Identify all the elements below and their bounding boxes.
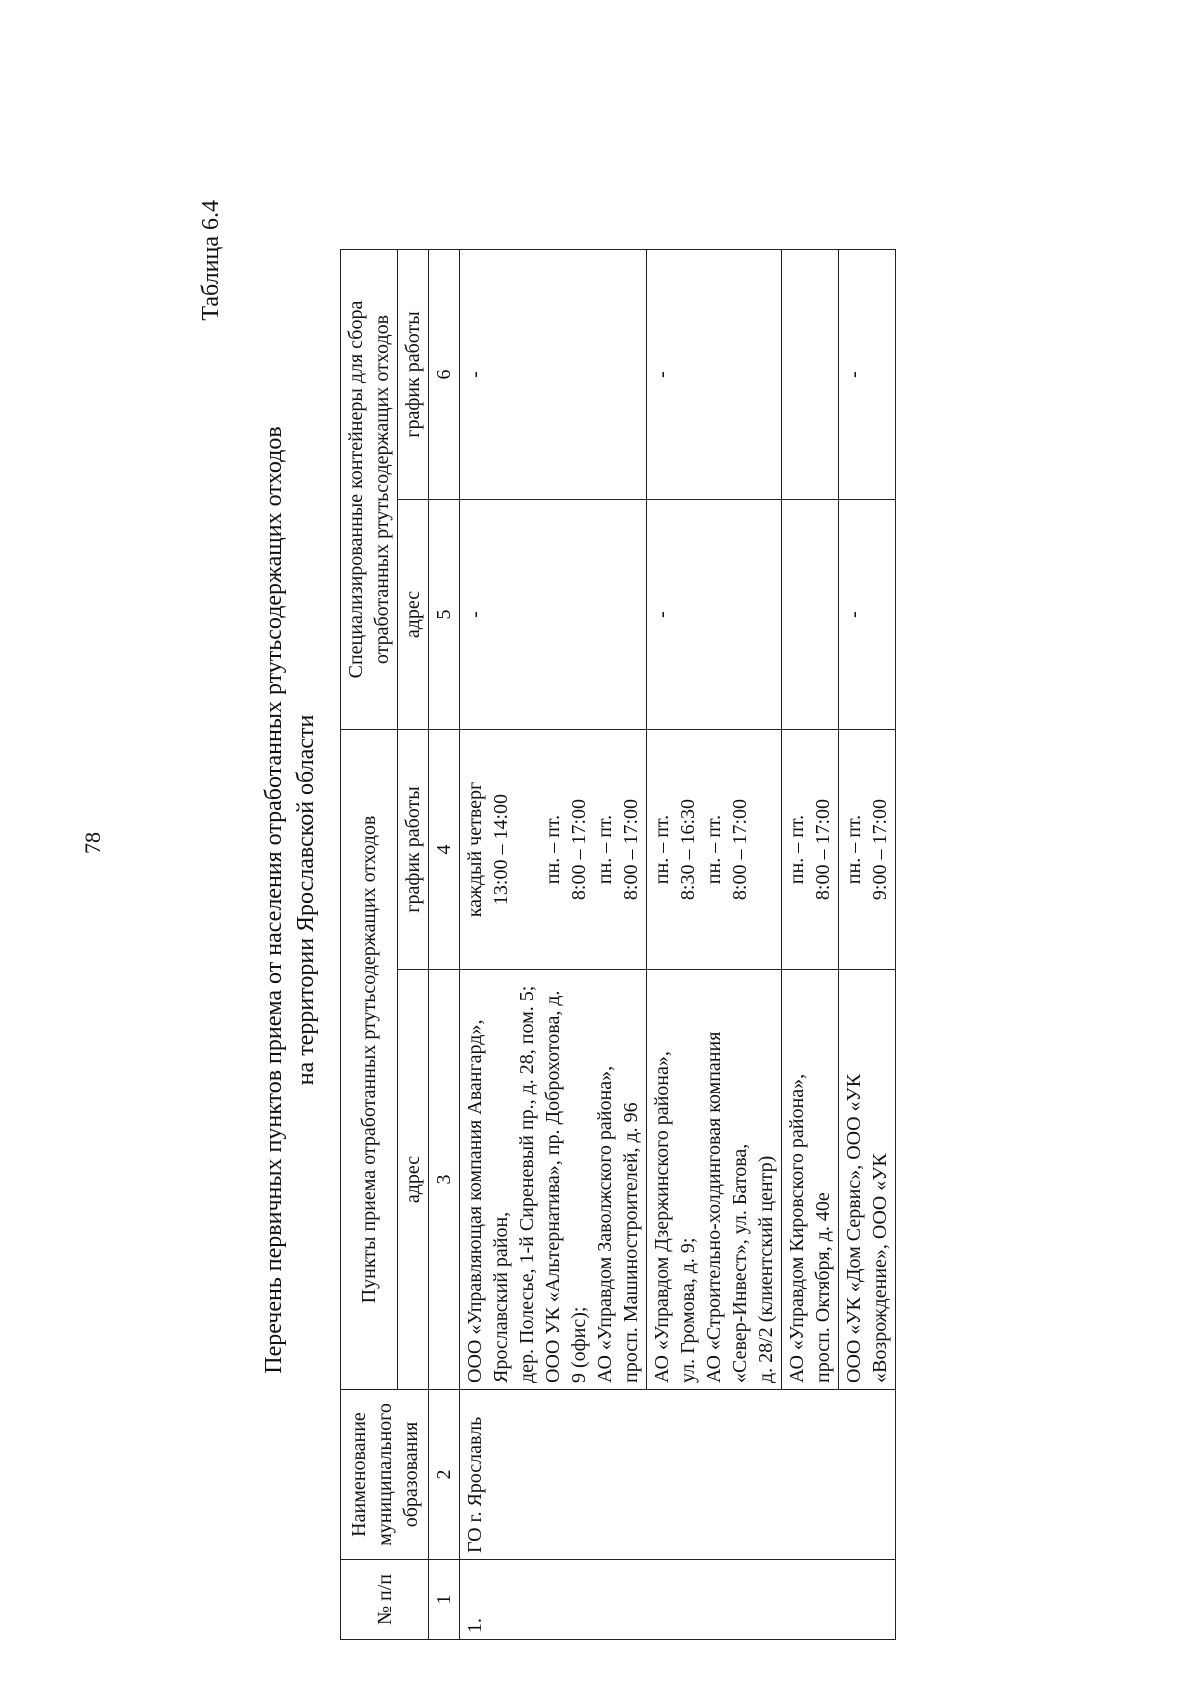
entry-address: ООО «УК «Дом Сервис», ООО «УК «Возрождение», ООО «УК: [839, 970, 896, 1390]
header-containers: Специализированные контейнеры для сбора отработанных ртутьсодержащих отходов: [341, 249, 398, 729]
header-schedule: график работы: [398, 730, 429, 970]
title-line-1: Перечень первичных пунктов приема от населения отработанных ртутьсодержащих отходов: [261, 426, 287, 1374]
header-container-address: адрес: [398, 500, 429, 730]
header-collection-points: Пункты приема отработанных ртутьсодержащих отходов: [341, 730, 398, 1390]
table-label: Таблица 6.4: [198, 200, 224, 321]
container-address: [782, 500, 839, 730]
entry-schedule: пн. – пт. 9:00 – 17:00: [839, 730, 896, 970]
entry-address: ООО «Управляющая компания Авангард», Ярославский район, дер. Полесье, 1-й Сиреневый пр., д. 28, пом. 5; ООО УК «Альтернатива», пр. Доброхотова, д. 9 (офис); АО «Управдом Заволжского района», просп. Машиностроителей, д. 96: [460, 970, 647, 1390]
entry-schedule: каждый четверг 13:00 – 14:00 пн. – пт. 8:00 – 17:00 пн. – пт. 8:00 – 17:00: [460, 730, 647, 970]
container-schedule: [782, 249, 839, 499]
title-line-2: на территории Ярославской области: [293, 714, 319, 1086]
container-address: -: [460, 500, 647, 730]
rotated-page: [110, 140, 1110, 1660]
container-address: -: [647, 500, 782, 730]
header-number: № п/п: [341, 1560, 429, 1640]
column-number: 5: [429, 500, 460, 730]
entry-schedule: пн. – пт. 8:30 – 16:30 пн. – пт. 8:00 – 17:00: [647, 730, 782, 970]
header-address: адрес: [398, 970, 429, 1390]
page-number: 78: [80, 832, 105, 854]
column-number: 4: [429, 730, 460, 970]
column-number: 6: [429, 249, 460, 499]
container-schedule: -: [647, 249, 782, 499]
row-number: 1.: [460, 1560, 896, 1640]
container-schedule: -: [460, 249, 647, 499]
row-municipality: ГО г. Ярославль: [460, 1390, 896, 1560]
header-row-1: [341, 249, 398, 1639]
column-number-row: [429, 249, 460, 1639]
container-address: -: [839, 500, 896, 730]
table-row: [460, 249, 647, 1639]
entry-address: АО «Управдом Кировского района», просп. Октября, д. 40е: [782, 970, 839, 1390]
container-schedule: -: [839, 249, 896, 499]
entry-schedule: пн. – пт. 8:00 – 17:00: [782, 730, 839, 970]
column-number: 3: [429, 970, 460, 1390]
column-number: 1: [429, 1560, 460, 1640]
header-container-schedule: график работы: [398, 249, 429, 499]
entry-address: АО «Управдом Дзержинского района», ул. Громова, д. 9; АО «Строительно-холдинговая компания «Север-Инвест», ул. Батова, д. 28/2 (клиентский центр): [647, 970, 782, 1390]
waste-collection-table: [340, 249, 896, 1640]
column-number: 2: [429, 1390, 460, 1560]
page-title: [258, 140, 322, 1660]
header-municipality: Наименование муниципального образования: [341, 1390, 429, 1560]
